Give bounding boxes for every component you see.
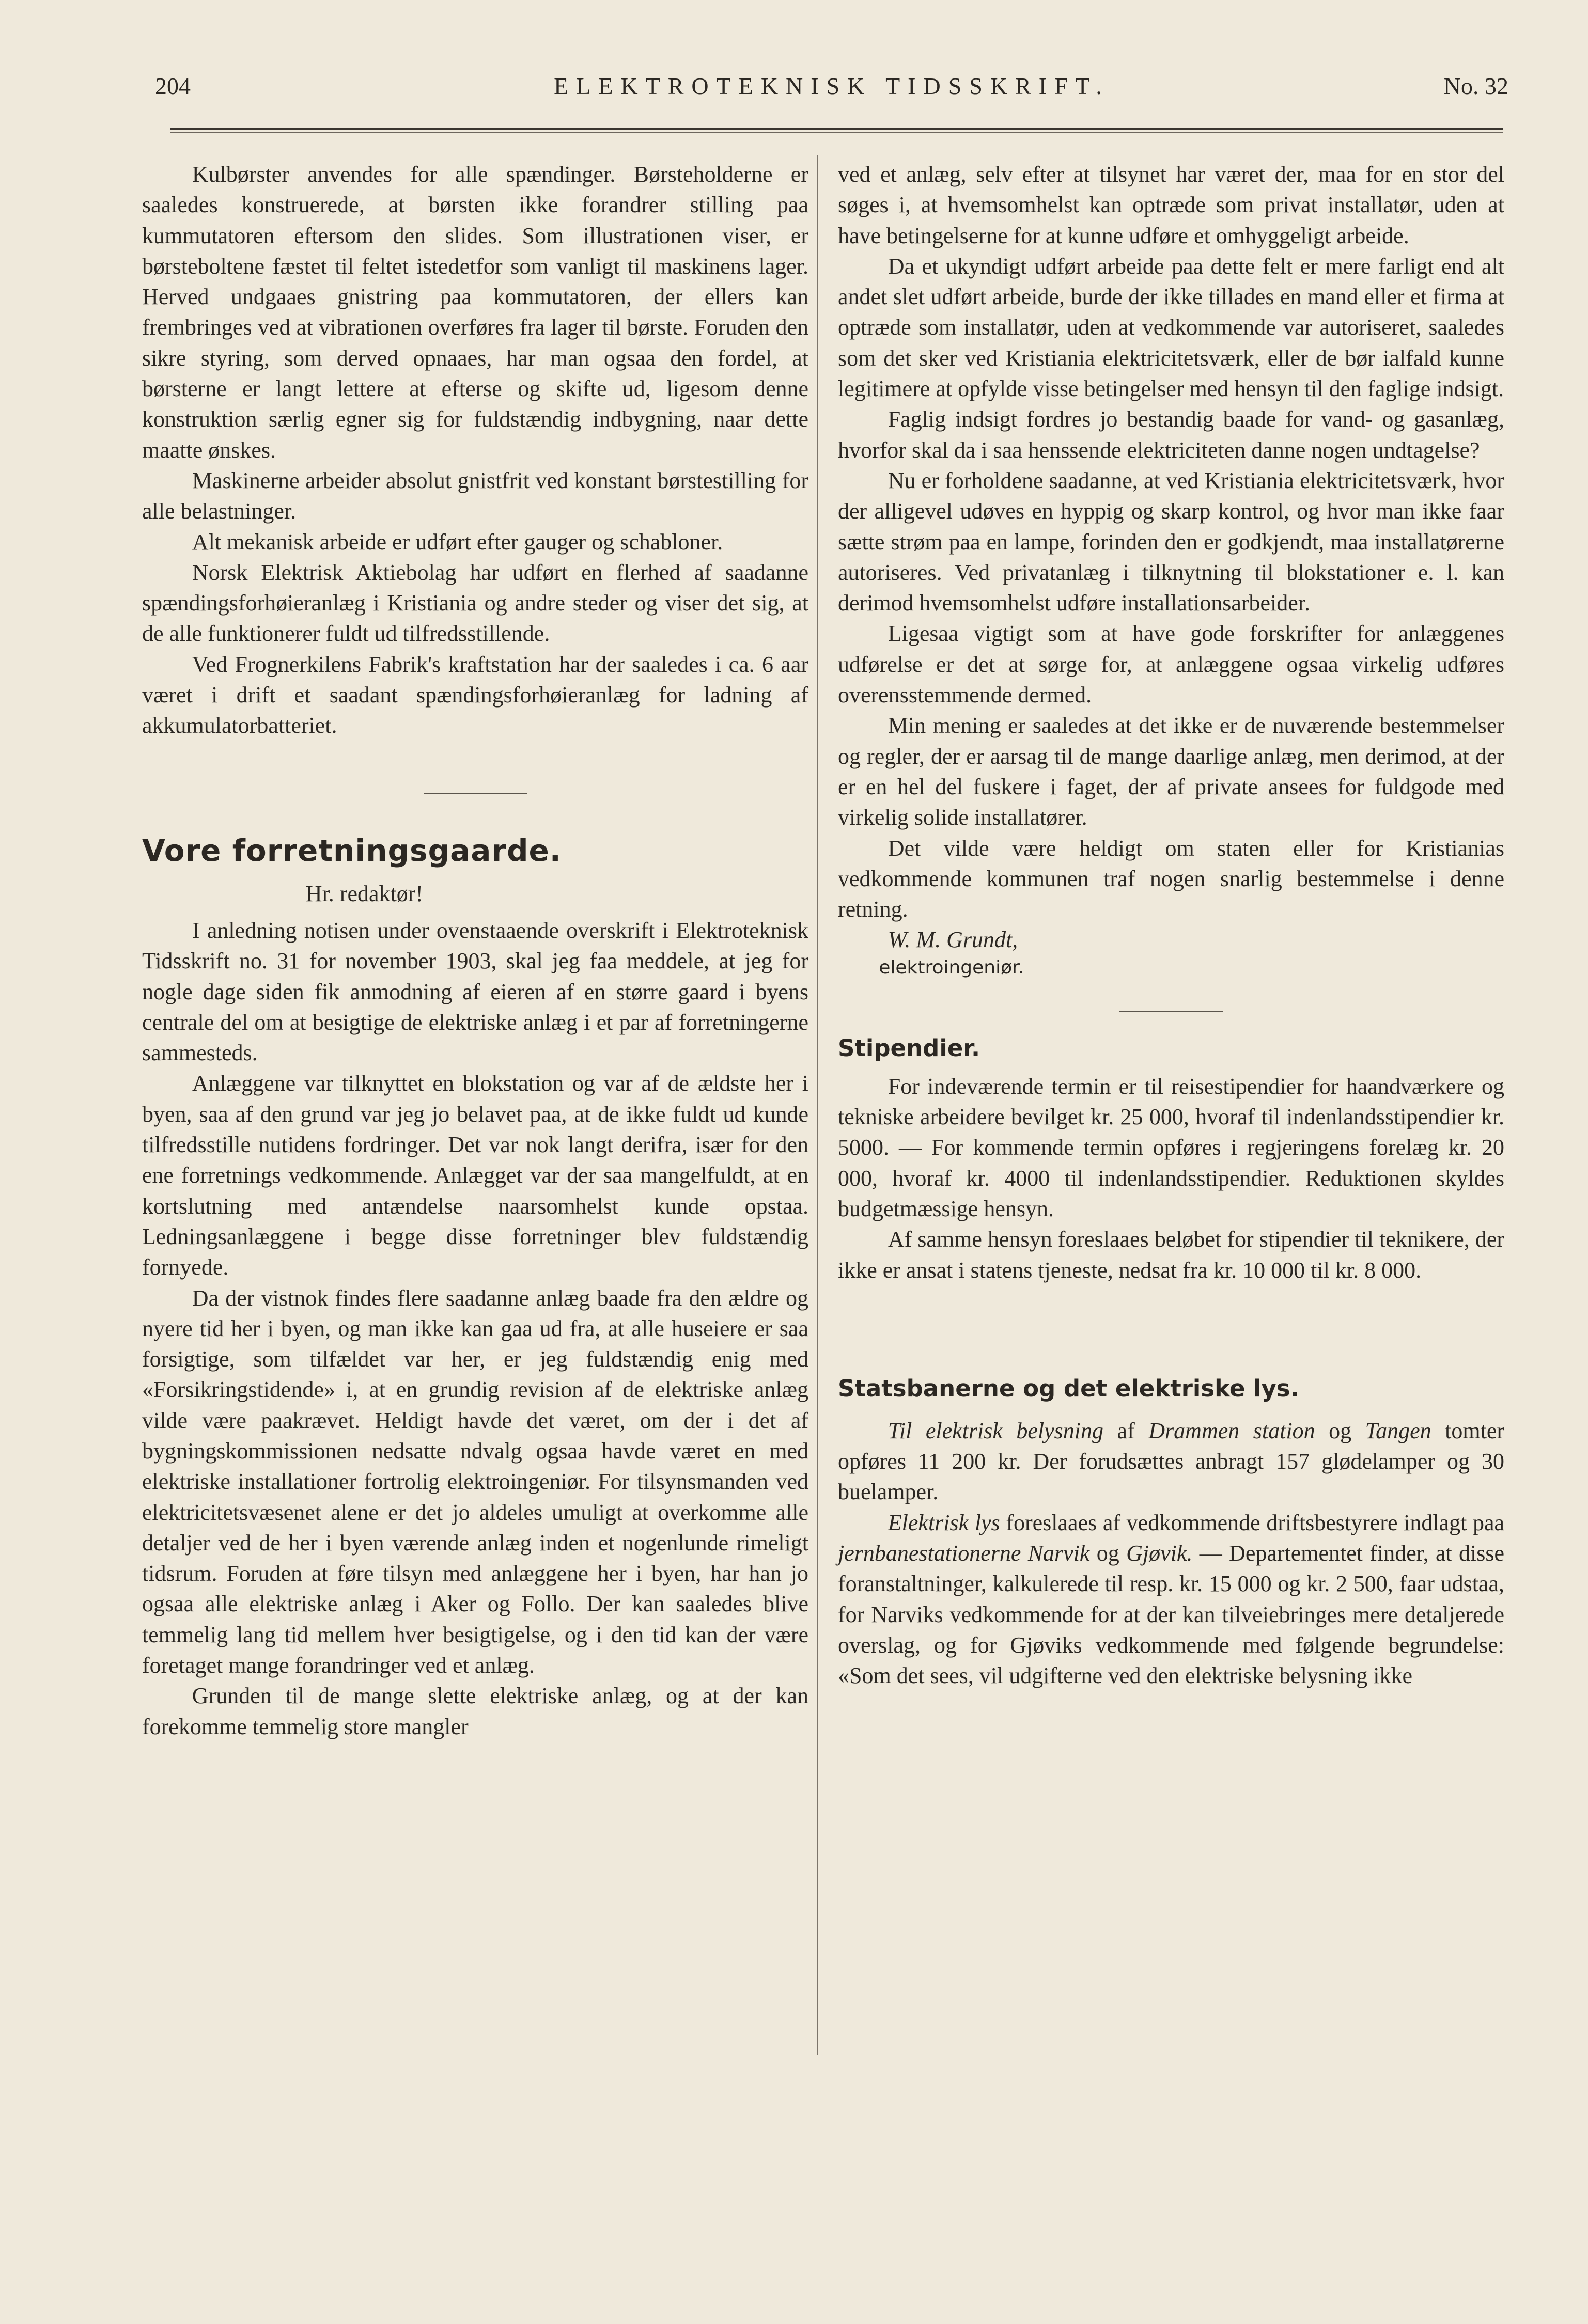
italic-text: Tangen: [1365, 1418, 1431, 1443]
paragraph: Nu er forholdene saadanne, at ved Kristiania elektricitetsværk, hvor der alligevel udøves en hyppig og skarp kontrol, og hvor man ikke faar sætte strøm paa en lampe, forinden den er godkjendt, maa installatørerne autoriseres. Ved privatanlæg i tilknytning til blokstationer e. l. kan derimod hvemsomhelst udføre installationsarbeider.: [838, 467, 1504, 616]
paragraph: Norsk Elektrisk Aktiebolag har udført en flerhed af saadanne spændingsforhøieranlæg i Kristiania og andre steder og viser det sig, at de alle funktionerer fuldt ud tilfredsstillende.: [142, 559, 808, 647]
text-span: af: [1103, 1418, 1149, 1443]
italic-text: Til elektrisk belysning: [888, 1418, 1104, 1443]
paragraph: Da et ukyndigt udført arbeide paa dette felt er mere farligt end alt andet slet udført arbeide, burde der ikke tillades en mand eller et firma at optræde som installatør, uden at vedkommende var autoriseret, saaledes som det sker ved Kristiania elektricitetsværk, eller de bør ialfald kunne legitimere at opfylde visse betingelser med hensyn til den faglige indsigt.: [838, 253, 1504, 402]
right-column: [838, 159, 1504, 1691]
paragraph: Kulbørster anvendes for alle spændinger. Børsteholderne er saaledes konstruerede, at børsten ikke forandrer stilling paa kummutatoren eftersom den slides. Som illustrationen viser, er børsteboltene fæstet til feltet istedetfor som vanligt til maskinens lager. Herved undgaaes gnistring paa kommutatoren, der ellers kan frembringes ved at vibrationen overføres fra lager til børste. Foruden den sikre styring, som derved opnaaes, har man ogsaa den fordel, at børsterne er langt lettere at efterse og skifte ud, ligesom denne konstruktion særlig egner sig for fuldstændig indbygning, naar dette maatte ønskes.: [142, 162, 808, 463]
left-column: [142, 159, 808, 1742]
text-span: og: [1089, 1540, 1127, 1566]
section-heading-forretningsgaarde: Vore forretningsgaarde.: [142, 833, 562, 868]
text-span: tomter opføres 11 200 kr. Der forudsættes anbragt 157 glødelamper og 30 buelamper.: [838, 1418, 1504, 1505]
paragraph: Anlæggene var tilknyttet en blokstation og var af de ældste her i byen, saa af den grund var jeg jo belavet paa, at de ikke fuldt ud kunde tilfredsstille nutidens fordringer. Det var nok langt derifra, især for den ene forretnings vedkommende. Anlægget var der saa mangelfuldt, at en kortslutning med antændelse naarsomhelst kunde opstaa. Ledningsanlæggene i begge disse forretninger blev fuldstændig fornyede.: [142, 1071, 808, 1280]
header-rule-thin: [170, 132, 1503, 133]
section-heading-statsbanerne: Statsbanerne og det elektriske lys.: [838, 1374, 1299, 1402]
paragraph: ved et anlæg, selv efter at tilsynet har været der, maa for en stor del søges i, at hvemsomhelst kan optræde som privat installatør, uden at have betingelserne for at kunne udføre et omhyggeligt arbeide.: [838, 162, 1504, 248]
paragraph: Ligesaa vigtigt som at have gode forskrifter for anlæggenes udførelse er det at sørge for, at anlæggene ogsaa virkelig udføres overensstemmende dermed.: [838, 621, 1504, 708]
paragraph: Grunden til de mange slette elektriske anlæg, og at der kan forekomme temmelig store mangler: [142, 1683, 808, 1739]
header-rule-thick: [170, 128, 1503, 130]
paragraph: Min mening er saaledes at det ikke er de nuværende bestemmelser og regler, der er aarsag til de mange daarlige anlæg, men derimod, at der er en hel del fuskere i faget, der af private ansees for fuldgode med virkelig solide installatører.: [838, 713, 1504, 830]
signature-name: W. M. Grundt,: [888, 927, 1018, 953]
paragraph: I anledning notisen under ovenstaaende overskrift i Elektroteknisk Tidsskrift no. 31 for november 1903, skal jeg faa meddele, at jeg for nogle dage siden fik anmodning af eieren af en større gaard i byens centrale del om at besigtige de elektriske anlæg i et par af forretningerne sammesteds.: [142, 917, 808, 1066]
section-heading-stipendier: Stipendier.: [838, 1034, 980, 1062]
italic-text: jernbanestationerne Narvik: [838, 1540, 1090, 1566]
page-number: 204: [155, 73, 191, 99]
paragraph: Maskinerne arbeider absolut gnistfrit ved konstant børstestilling for alle belastninger.: [142, 467, 808, 524]
italic-text: Gjøvik.: [1126, 1540, 1193, 1566]
paragraph: Da der vistnok findes flere saadanne anlæg baade fra den ældre og nyere tid her i byen, og man ikke kan gaa ud fra, at alle huseiere er saa forsigtige, som tilfældet var her, er jeg fuldstændig enig med «Forsikringstidende» i, at en grundig revision af de elektriske anlæg vilde være paakrævet. Heldigt havde det været, om der i det af bygningskommissionen nedsatte ndvalg ogsaa havde været en med elektriske installationer fortrolig elektroingeniør. For tilsynsmanden ved elektricitetsvæsenet alene er det jo aldeles umuligt at overkomme alle detaljer ved de her i byen værende anlæg inden et nogenlunde rimeligt tidsrum. Foruden at føre tilsyn med anlæggene her i byen, har han jo ogsaa alle elektriske anlæg i Aker og Follo. Der kan saaledes blive temmelig lang tid mellem hver besigtigelse, og i den tid kan der være foretaget mange forandringer ved et anlæg.: [142, 1285, 808, 1678]
text-span: — Departementet finder, at disse foranstaltninger, kalkulerede til resp. kr. 15 000 og kr. 2 500, faar udstaa, for Narviks vedkommende for at der kan tilveiebringes mere detaljerede overslag, og for Gjøviks vedkommende med følgende begrundelse: «Som det sees, vil udgifterne ved den elektriske belysning ikke: [838, 1540, 1505, 1689]
column-divider: [817, 155, 818, 2055]
italic-text: Elektrisk lys: [888, 1510, 1000, 1535]
paragraph: [838, 1416, 1504, 1508]
italic-text: Drammen station: [1148, 1418, 1315, 1443]
page-header: [155, 72, 1508, 108]
paragraph: Det vilde være heldigt om staten eller for Kristianias vedkommende kommunen traf nogen snarlig bestemmelse i denne retning.: [838, 835, 1504, 922]
paragraph: Ved Frognerkilens Fabrik's kraftstation har der saaledes i ca. 6 aar været i drift et saadant spændingsforhøieranlæg for ladning af akkumulatorbatteriet.: [142, 651, 808, 739]
paragraph: For indeværende termin er til reisestipendier for haandværkere og tekniske arbeidere bevilget kr. 25 000, hvoraf til indenlandsstipendier kr. 5000. — For kommende termin opføres i regjeringens forelæg kr. 20 000, hvoraf kr. 4000 til indenlandsstipendier. Reduktionen skyldes budgetmæssige hensyn.: [838, 1073, 1504, 1221]
signature-title: elektroingeniør.: [879, 956, 1024, 978]
paragraph: Alt mekanisk arbeide er udført efter gauger og schabloner.: [192, 529, 723, 555]
paragraph: Faglig indsigt fordres jo bestandig baade for vand- og gasanlæg, hvorfor skal da i saa henssende elektriciteten danne nogen undtagelse?: [838, 406, 1504, 463]
text-span: foreslaaes af vedkommende driftsbestyrere indlagt paa: [1000, 1510, 1504, 1535]
text-span: og: [1315, 1418, 1365, 1443]
issue-number: No. 32: [1443, 73, 1508, 99]
salutation: Hr. redaktør!: [305, 881, 424, 906]
paragraph: Af samme hensyn foreslaaes beløbet for stipendier til teknikere, der ikke er ansat i statens tjeneste, nedsat fra kr. 10 000 til kr. 8 000.: [838, 1227, 1504, 1283]
journal-title: ELEKTROTEKNISK TIDSSKRIFT.: [554, 73, 1110, 99]
paragraph: [838, 1508, 1504, 1691]
